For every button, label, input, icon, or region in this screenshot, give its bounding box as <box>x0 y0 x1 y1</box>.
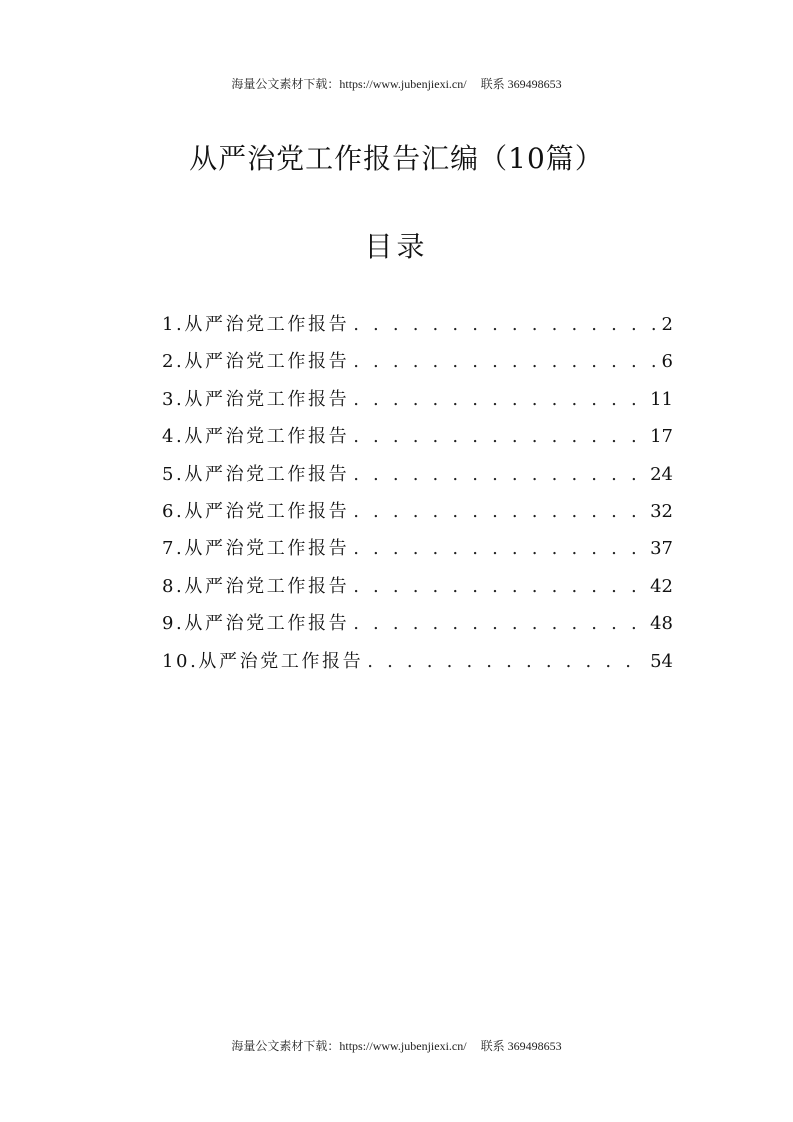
toc-entry-2[interactable] <box>162 347 673 384</box>
toc-page-number: 24 <box>650 463 673 485</box>
toc-entry-label: 5.从严治党工作报告 <box>162 463 350 485</box>
toc-entry-9[interactable] <box>162 609 673 646</box>
toc-page-number: 42 <box>650 575 673 597</box>
toc-page-number: 37 <box>650 538 673 560</box>
toc-entry-label: 3.从严治党工作报告 <box>162 388 350 410</box>
footer-site-label: 海量公文素材下载：https://www.jubenjiexi.cn/ <box>231 1039 467 1053</box>
toc-dot-leader <box>353 501 644 522</box>
toc-page-number: 17 <box>650 426 673 448</box>
toc-entry-label: 7.从严治党工作报告 <box>162 538 350 560</box>
toc-entry-8[interactable] <box>162 572 673 609</box>
toc-page-number: 48 <box>650 613 673 635</box>
toc-entry-5[interactable] <box>162 460 673 497</box>
toc-entry-label: 8.从严治党工作报告 <box>162 575 350 597</box>
toc-entry-label: 2.从严治党工作报告 <box>162 351 350 373</box>
toc-dot-leader <box>353 576 644 597</box>
table-of-contents <box>162 310 673 684</box>
toc-entry-1[interactable] <box>162 310 673 347</box>
toc-entry-label: 10.从严治党工作报告 <box>162 650 364 672</box>
toc-entry-label: 1.从严治党工作报告 <box>162 314 350 335</box>
toc-entry-6[interactable] <box>162 497 673 534</box>
toc-page-number: 54 <box>650 650 673 672</box>
toc-page-number: 11 <box>650 388 673 410</box>
toc-dot-leader <box>353 426 644 447</box>
footer-contact-label: 联系 369498653 <box>480 1039 562 1053</box>
toc-entry-label: 9.从严治党工作报告 <box>162 613 350 635</box>
toc-dot-leader <box>353 538 644 559</box>
toc-entry-3[interactable] <box>162 385 673 422</box>
toc-heading: 目录 <box>364 230 429 263</box>
toc-page-number: 6 <box>661 351 673 373</box>
header-contact-label: 联系 369498653 <box>480 77 562 91</box>
page-header <box>0 75 793 92</box>
toc-dot-leader <box>367 651 644 672</box>
toc-dot-leader <box>353 351 655 372</box>
toc-entry-10[interactable] <box>162 647 673 684</box>
document-title: 从严治党工作报告汇编（10篇） <box>189 142 604 175</box>
toc-entry-4[interactable] <box>162 422 673 459</box>
toc-entry-label: 4.从严治党工作报告 <box>162 426 350 448</box>
page-footer <box>0 1037 793 1054</box>
toc-dot-leader <box>353 464 644 485</box>
toc-page-number: 32 <box>650 500 673 522</box>
toc-dot-leader <box>353 389 644 410</box>
toc-entry-label: 6.从严治党工作报告 <box>162 500 350 522</box>
header-site-label: 海量公文素材下载：https://www.jubenjiexi.cn/ <box>231 77 467 91</box>
toc-dot-leader <box>353 613 644 634</box>
toc-page-number: 2 <box>661 314 673 335</box>
toc-dot-leader <box>353 314 655 335</box>
toc-entry-7[interactable] <box>162 534 673 571</box>
